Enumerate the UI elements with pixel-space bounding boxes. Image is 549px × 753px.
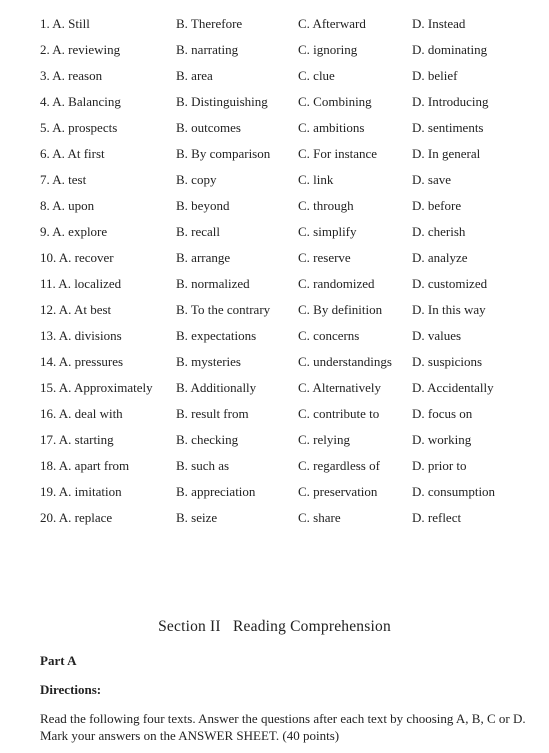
option-d: D. focus on (412, 406, 473, 421)
option-a: 20. A. replace (40, 510, 113, 525)
option-d: D. consumption (412, 484, 496, 499)
directions-text: Read the following four texts. Answer the questions after each text by choosing A, B, C or D. Mark your answers on the ANSWER SHEET. (40 points) (40, 711, 526, 743)
option-c: C. Alternatively (298, 380, 382, 395)
option-b: B. normalized (176, 276, 250, 291)
option-c: C. For instance (298, 146, 378, 161)
option-a: 2. A. reviewing (40, 42, 121, 57)
option-d: D. analyze (412, 250, 468, 265)
directions-label: Directions: (40, 682, 102, 697)
question-row (40, 482, 545, 508)
question-row (40, 196, 545, 222)
option-b: B. Additionally (176, 380, 257, 395)
option-c: C. concerns (298, 328, 360, 343)
option-c: C. randomized (298, 276, 375, 291)
option-d: D. In general (412, 146, 481, 161)
option-a: 13. A. divisions (40, 328, 122, 343)
option-a: 19. A. imitation (40, 484, 122, 499)
option-a: 6. A. At first (40, 146, 105, 161)
option-b: B. Therefore (176, 16, 243, 31)
question-row (40, 326, 545, 352)
option-d: D. suspicions (412, 354, 483, 369)
option-b: B. To the contrary (176, 302, 271, 317)
option-b: B. outcomes (176, 120, 241, 135)
question-row (40, 508, 545, 534)
question-row (40, 352, 545, 378)
question-row (40, 14, 545, 40)
option-c: C. simplify (298, 224, 357, 239)
question-row (40, 404, 545, 430)
option-c: C. clue (298, 68, 335, 83)
option-a: 8. A. upon (40, 198, 95, 213)
question-row (40, 66, 545, 92)
option-a: 18. A. apart from (40, 458, 130, 473)
question-row (40, 430, 545, 456)
option-d: D. belief (412, 68, 458, 83)
option-b: B. arrange (176, 250, 231, 265)
option-b: B. recall (176, 224, 221, 239)
option-a: 16. A. deal with (40, 406, 123, 421)
option-c: C. contribute to (298, 406, 380, 421)
option-b: B. such as (176, 458, 230, 473)
option-d: D. save (412, 172, 451, 187)
option-d: D. Instead (412, 16, 466, 31)
question-row (40, 118, 545, 144)
question-row (40, 378, 545, 404)
question-row (40, 40, 545, 66)
option-c: C. Combining (298, 94, 372, 109)
part-label: Part A (40, 653, 77, 668)
option-c: C. By definition (298, 302, 383, 317)
question-row (40, 170, 545, 196)
option-c: C. Afterward (298, 16, 366, 31)
option-b: B. By comparison (176, 146, 271, 161)
option-d: D. values (412, 328, 462, 343)
option-b: B. result from (176, 406, 249, 421)
option-d: D. customized (412, 276, 488, 291)
option-a: 14. A. pressures (40, 354, 124, 369)
option-b: B. area (176, 68, 213, 83)
question-row (40, 456, 545, 482)
option-a: 9. A. explore (40, 224, 108, 239)
option-c: C. understandings (298, 354, 392, 369)
option-d: D. In this way (412, 302, 486, 317)
option-a: 5. A. prospects (40, 120, 118, 135)
option-b: B. seize (176, 510, 218, 525)
option-d: D. before (412, 198, 462, 213)
option-c: C. share (298, 510, 341, 525)
option-b: B. mysteries (176, 354, 241, 369)
question-row (40, 144, 545, 170)
option-d: D. prior to (412, 458, 467, 473)
option-a: 4. A. Balancing (40, 94, 121, 109)
option-b: B. Distinguishing (176, 94, 268, 109)
option-b: B. beyond (176, 198, 230, 213)
option-c: C. ignoring (298, 42, 358, 57)
option-c: C. through (298, 198, 354, 213)
option-a: 17. A. starting (40, 432, 114, 447)
option-a: 12. A. At best (40, 302, 112, 317)
question-row (40, 300, 545, 326)
option-d: D. Introducing (412, 94, 489, 109)
cloze-options-list (40, 14, 545, 534)
option-d: D. reflect (412, 510, 462, 525)
option-a: 3. A. reason (40, 68, 103, 83)
option-a: 7. A. test (40, 172, 87, 187)
option-a: 1. A. Still (40, 16, 90, 31)
option-d: D. working (412, 432, 472, 447)
question-row (40, 248, 545, 274)
option-c: C. reserve (298, 250, 351, 265)
option-d: D. sentiments (412, 120, 484, 135)
option-c: C. regardless of (298, 458, 380, 473)
option-a: 11. A. localized (40, 276, 122, 291)
option-d: D. cherish (412, 224, 466, 239)
option-b: B. copy (176, 172, 217, 187)
option-d: D. dominating (412, 42, 488, 57)
option-c: C. preservation (298, 484, 378, 499)
option-d: D. Accidentally (412, 380, 494, 395)
option-b: B. checking (176, 432, 239, 447)
option-c: C. link (298, 172, 334, 187)
option-b: B. expectations (176, 328, 257, 343)
option-b: B. narrating (176, 42, 239, 57)
option-b: B. appreciation (176, 484, 256, 499)
question-row (40, 92, 545, 118)
question-row (40, 274, 545, 300)
option-a: 10. A. recover (40, 250, 114, 265)
option-a: 15. A. Approximately (40, 380, 153, 395)
question-row (40, 222, 545, 248)
section-title: Section II Reading Comprehension (158, 618, 391, 635)
option-c: C. ambitions (298, 120, 365, 135)
option-c: C. relying (298, 432, 350, 447)
